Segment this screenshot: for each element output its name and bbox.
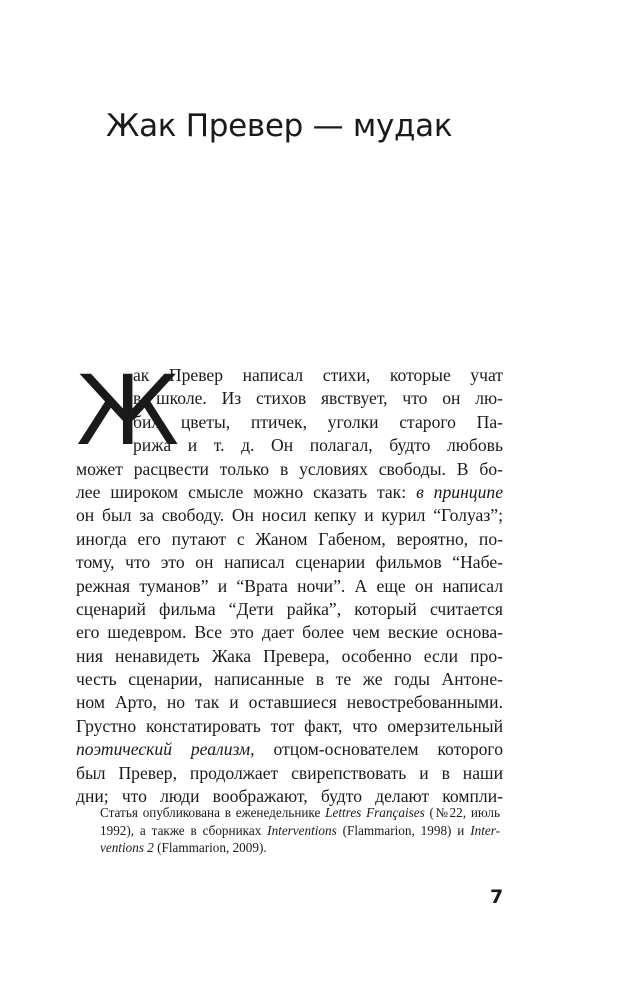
text-line: сценарий фильма “Дети райка”, который считается [76, 598, 503, 619]
text-line: он был за свободу. Он носил кепку и курил “Голуаз”; [76, 505, 503, 526]
footnote-text: (Flammarion, 1998) и [336, 822, 471, 838]
text-line: Грустно констатировать тот факт, что омерзительный [76, 715, 503, 736]
text-emphasis: поэтический реализм, [76, 739, 255, 760]
chapter-title: Жак Превер — мудак [106, 108, 453, 144]
footnote-line [100, 839, 500, 857]
text-line: рижа и т. д. Он полагал, будто любовь [133, 435, 503, 456]
text-line: его шедевром. Все это дает более чем веские основа- [76, 622, 503, 643]
footnote-text: (Flammarion, 2009). [153, 840, 267, 855]
text-line: режная туманов” и “Врата ночи”. А еще он написал [76, 575, 503, 596]
footnote-line [100, 804, 500, 822]
text-line: ния ненавидеть Жака Превера, особенно если про- [76, 645, 503, 666]
text-line: дни; что люди воображают, будто делают компли- [76, 786, 503, 807]
footnote-italic: Interventions [267, 822, 337, 838]
text-line: ак Превер написал стихи, которые учат [133, 365, 503, 385]
footnote-text: 1992), а также в сборниках [100, 822, 268, 838]
text-line: был Превер, продолжает свирепствовать и в наши [76, 762, 503, 783]
page-number: 7 [490, 886, 504, 908]
text-line: ном Арто, но так и оставшиеся невостребованными. [76, 692, 503, 713]
text-line: тому, что это он написал сценарии фильмов “Набе- [76, 552, 503, 573]
body-text [76, 355, 503, 808]
footnote-text: Статья опубликована в еженедельнике [100, 805, 326, 820]
text-emphasis: в принципе [416, 481, 503, 502]
text-line [76, 738, 503, 761]
footnote-italic: ventions 2 [100, 840, 154, 855]
text-line [76, 481, 503, 504]
text-segment: лее широком смысле можно сказать так: [76, 481, 417, 502]
text-segment: отцом-основателем которого [254, 739, 503, 760]
footnote [100, 804, 500, 857]
text-line: в школе. Из стихов явствует, что он лю- [133, 388, 503, 409]
footnote-text: (№22, июль [424, 805, 500, 820]
drop-cap: Ж [76, 355, 180, 467]
footnote-italic: Inter- [470, 822, 500, 838]
text-line: может расцвести только в условиях свободы. В бо- [76, 458, 503, 479]
footnote-line [100, 822, 500, 840]
text-line: бил цветы, птичек, уголки старого Па- [133, 411, 503, 432]
text-line: честь сценарии, написанные в те же годы Антоне- [76, 669, 503, 690]
text-line: иногда его путают с Жаном Габеном, вероятно, по- [76, 528, 503, 549]
footnote-italic: Lettres Françaises [325, 805, 425, 820]
